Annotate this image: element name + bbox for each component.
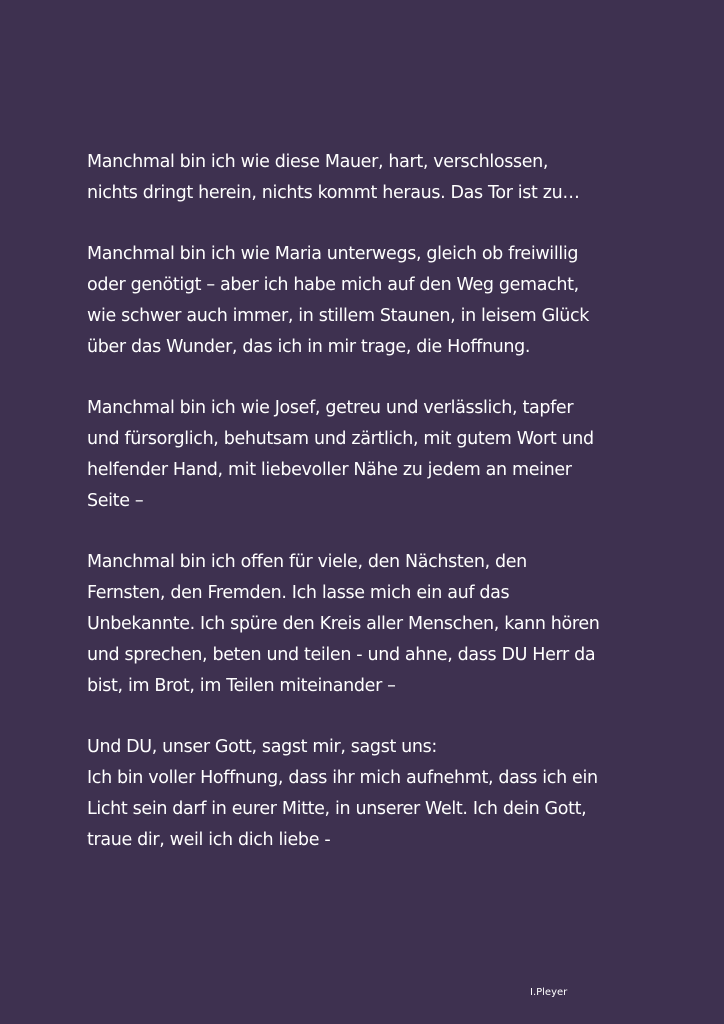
author-signature: I.Pleyer (530, 987, 568, 998)
stanza-line: Unbekannte. Ich spüre den Kreis aller Menschen, kann hören (87, 613, 600, 634)
stanza-line: Ich bin voller Hoffnung, dass ihr mich aufnehmt, dass ich ein (87, 767, 598, 788)
stanza-line: traue dir, weil ich dich liebe - (87, 829, 331, 850)
stanza-line: Manchmal bin ich wie Josef, getreu und verlässlich, tapfer (87, 398, 574, 419)
stanza-line: wie schwer auch immer, in stillem Staunen, in leisem Glück (87, 305, 590, 326)
poem-text (87, 147, 687, 886)
stanza-line: und sprechen, beten und teilen - und ahne, dass DU Herr da (87, 644, 596, 665)
stanza-line: Licht sein darf in eurer Mitte, in unserer Welt. Ich dein Gott, (87, 798, 587, 819)
stanza-line: und fürsorglich, behutsam und zärtlich, mit gutem Wort und (87, 429, 594, 450)
stanza-maria (87, 239, 687, 362)
stanza-line: helfender Hand, mit liebevoller Nähe zu jedem an meiner (87, 459, 572, 480)
stanza-mauer (87, 147, 687, 209)
stanza-line: bist, im Brot, im Teilen miteinander – (87, 675, 396, 696)
stanza-gott (87, 732, 687, 855)
stanza-line: Fernsten, den Fremden. Ich lasse mich ein auf das (87, 583, 510, 604)
stanza-line: Seite – (87, 490, 144, 511)
stanza-line: Und DU, unser Gott, sagst mir, sagst uns: (87, 737, 437, 758)
stanza-line: oder genötigt – aber ich habe mich auf den Weg gemacht, (87, 275, 579, 296)
stanza-line: Manchmal bin ich offen für viele, den Nächsten, den (87, 552, 527, 573)
stanza-line: Manchmal bin ich wie diese Mauer, hart, verschlossen, (87, 152, 549, 172)
stanza-offen (87, 547, 687, 701)
stanza-josef (87, 393, 687, 516)
stanza-line: nichts dringt herein, nichts kommt heraus. Das Tor ist zu… (87, 182, 580, 203)
stanza-line: Manchmal bin ich wie Maria unterwegs, gleich ob freiwillig (87, 244, 579, 265)
stanza-line: über das Wunder, das ich in mir trage, die Hoffnung. (87, 336, 531, 357)
